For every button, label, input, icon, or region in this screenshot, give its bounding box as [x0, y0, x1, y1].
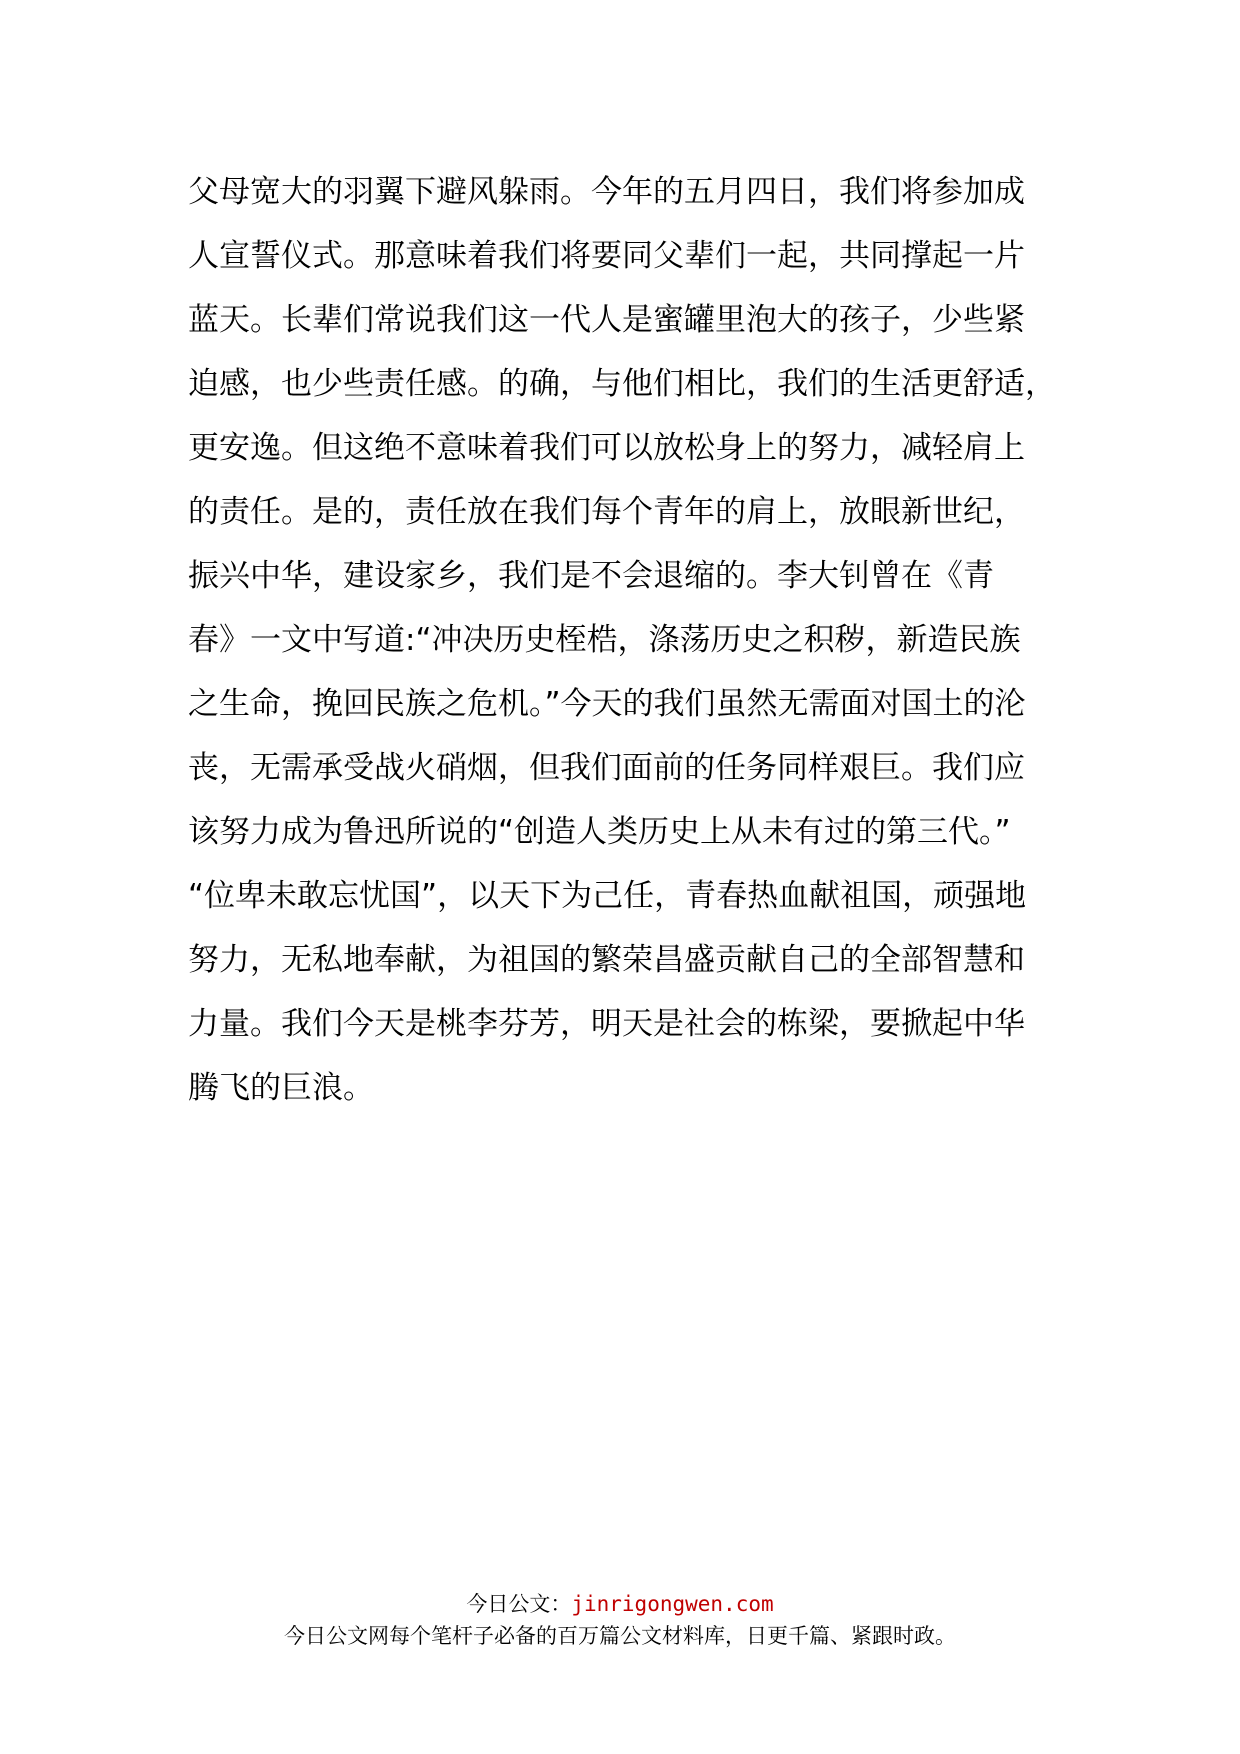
- footer-site-link[interactable]: jinrigongwen.com: [571, 1592, 774, 1616]
- text-line: 力量。我们今天是桃李芬芳，明天是社会的栋梁，要掀起中华: [188, 1006, 1025, 1042]
- text-line: 更安逸。但这绝不意味着我们可以放松身上的努力，减轻肩上: [188, 430, 1025, 466]
- text-line: 春》一文中写道:“冲决历史桎梏，涤荡历史之积秽，新造民族: [188, 622, 1021, 658]
- text-line: 丧，无需承受战火硝烟，但我们面前的任务同样艰巨。我们应: [188, 750, 1025, 786]
- footer-slogan: 今日公文网每个笔杆子必备的百万篇公文材料库，日更千篇、紧跟时政。: [284, 1624, 956, 1648]
- text-line: 人宣誓仪式。那意味着我们将要同父辈们一起，共同撑起一片: [188, 238, 1025, 274]
- text-line: 的责任。是的，责任放在我们每个青年的肩上，放眼新世纪，: [188, 494, 1025, 530]
- footer-site-label: 今日公文：: [466, 1592, 572, 1616]
- text-line: 振兴中华，建设家乡，我们是不会退缩的。李大钊曾在《青: [188, 558, 994, 594]
- text-line: 该努力成为鲁迅所说的“创造人类历史上从未有过的第三代。”: [188, 814, 1011, 850]
- page-footer: [0, 1588, 1240, 1652]
- text-line: 迫感，也少些责任感。的确，与他们相比，我们的生活更舒适，: [188, 366, 1056, 402]
- text-line: 之生命，挽回民族之危机。”今天的我们虽然无需面对国土的沦: [188, 686, 1026, 722]
- text-line: 蓝天。长辈们常说我们这一代人是蜜罐里泡大的孩子，少些紧: [188, 302, 1025, 338]
- text-line: 腾飞的巨浪。: [188, 1070, 374, 1106]
- text-line: 努力，无私地奉献，为祖国的繁荣昌盛贡献自己的全部智慧和: [188, 942, 1025, 978]
- text-line: 父母宽大的羽翼下避风躲雨。今年的五月四日，我们将参加成: [188, 174, 1025, 210]
- document-body: [188, 160, 1088, 1120]
- footer-site-line: [0, 1588, 1240, 1620]
- text-line: “位卑未敢忘忧国”，以天下为己任，青春热血献祖国，顽强地: [188, 878, 1027, 914]
